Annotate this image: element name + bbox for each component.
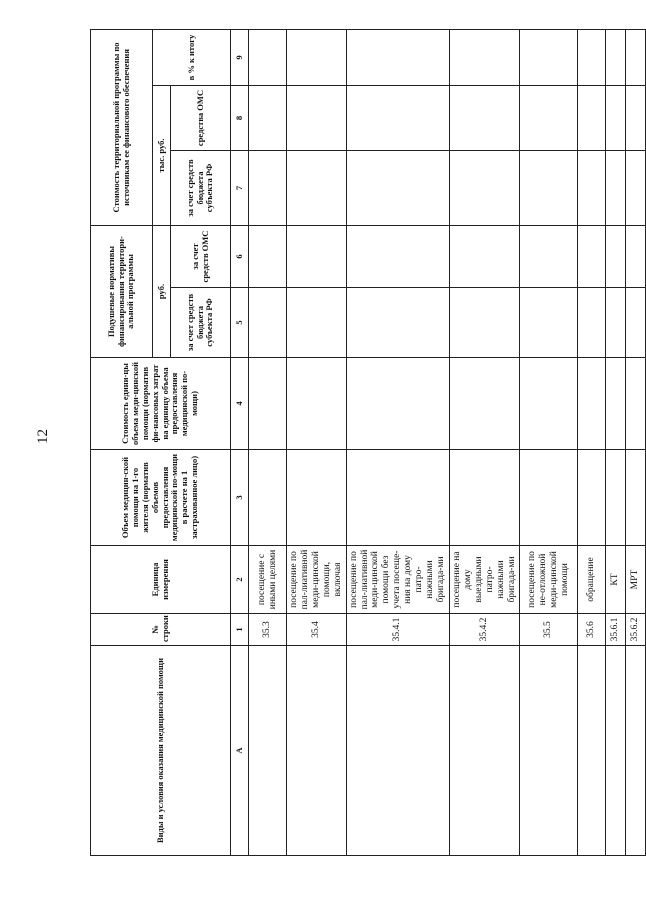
care-type-cell <box>449 646 520 856</box>
value-cell <box>626 450 646 546</box>
value-cell <box>626 288 646 358</box>
value-cell <box>578 29 606 85</box>
unit-cell: МРТ <box>626 546 646 614</box>
value-cell <box>606 85 626 150</box>
value-cell <box>249 225 287 287</box>
column-number: 5 <box>231 288 249 358</box>
unit-cell: КТ <box>606 546 626 614</box>
care-type-cell <box>287 646 347 856</box>
column-number: 4 <box>231 358 249 450</box>
value-cell <box>578 288 606 358</box>
value-cell <box>520 150 578 225</box>
care-type-cell <box>626 646 646 856</box>
table-row <box>287 29 347 855</box>
header-unit: Единица измерения <box>91 546 231 614</box>
column-number: 6 <box>231 225 249 287</box>
column-number: А <box>231 646 249 856</box>
page-number: 12 <box>35 429 51 444</box>
value-cell <box>287 288 347 358</box>
value-cell <box>520 450 578 546</box>
unit-cell: посещение на дому выездными патро-нажными бригада-ми <box>449 546 520 614</box>
column-number: 1 <box>231 614 249 646</box>
row-number-cell: 35.5 <box>520 614 578 646</box>
value-cell <box>578 150 606 225</box>
header-unit-rub: руб. <box>153 225 171 357</box>
row-number-cell: 35.4.2 <box>449 614 520 646</box>
value-cell <box>346 29 449 85</box>
value-cell <box>520 225 578 287</box>
unit-cell: посещение по пал-лиативной меди-цинской помощи без учета посеще-ния на дому патро-нажными бригада-ми <box>346 546 449 614</box>
value-cell <box>287 450 347 546</box>
value-cell <box>249 85 287 150</box>
unit-cell: посещение по пал-лиативной меди-цинской помощи, включая <box>287 546 347 614</box>
header-norm-budget: за счет средств бюджета субъекта РФ <box>171 288 231 358</box>
value-cell <box>449 150 520 225</box>
value-cell <box>346 225 449 287</box>
value-cell <box>520 358 578 450</box>
row-number-cell: 35.6 <box>578 614 606 646</box>
value-cell <box>346 450 449 546</box>
row-number-cell: 35.6.1 <box>606 614 626 646</box>
value-cell <box>626 85 646 150</box>
column-number: 9 <box>231 29 249 85</box>
column-number: 3 <box>231 450 249 546</box>
unit-cell: посещение с иными целями <box>249 546 287 614</box>
header-per-capita-norms: Подушевые нормативы финансирования территори-альной программы <box>91 225 153 357</box>
table-row <box>578 29 606 855</box>
value-cell <box>520 85 578 150</box>
value-cell <box>606 150 626 225</box>
header-unit-cost: Стоимость едини-цы объема меди-цинской помощи (норматив фи-нансовых затрат на единицу объема предоставления медицинской по-мощи) <box>91 358 231 450</box>
medical-care-cost-table <box>90 29 646 856</box>
value-cell <box>249 450 287 546</box>
value-cell <box>249 29 287 85</box>
value-cell <box>449 450 520 546</box>
value-cell <box>520 288 578 358</box>
value-cell <box>626 150 646 225</box>
header-norm-oms: за счет средств ОМС <box>171 225 231 287</box>
value-cell <box>287 29 347 85</box>
unit-cell: обращение <box>578 546 606 614</box>
value-cell <box>606 225 626 287</box>
value-cell <box>578 85 606 150</box>
value-cell <box>606 450 626 546</box>
header-volume-per-capita: Объем медицин-ской помощи на 1-го жителя (норматив объемов предоставления медицинской по-мощи в расчете на 1 застрахованное лицо) <box>91 450 231 546</box>
header-care-types: Виды и условия оказания медицинской помощи <box>91 646 231 856</box>
value-cell <box>346 288 449 358</box>
value-cell <box>287 85 347 150</box>
value-cell <box>287 150 347 225</box>
row-number-cell: 35.4 <box>287 614 347 646</box>
care-type-cell <box>249 646 287 856</box>
table-row <box>346 29 449 855</box>
value-cell <box>578 450 606 546</box>
unit-cell: посещение по не-отложной меди-цинской помощи <box>520 546 578 614</box>
column-number-row <box>231 29 249 855</box>
table-row <box>626 29 646 855</box>
value-cell <box>287 225 347 287</box>
value-cell <box>346 358 449 450</box>
row-number-cell: 35.4.1 <box>346 614 449 646</box>
value-cell <box>249 288 287 358</box>
value-cell <box>287 358 347 450</box>
care-type-cell <box>606 646 626 856</box>
table-row <box>606 29 626 855</box>
value-cell <box>449 29 520 85</box>
value-cell <box>606 358 626 450</box>
header-percent-total: в % к итогу <box>153 29 231 85</box>
value-cell <box>346 85 449 150</box>
table-row <box>249 29 287 855</box>
value-cell <box>449 358 520 450</box>
value-cell <box>449 85 520 150</box>
table-row <box>449 29 520 855</box>
header-unit-thousand-rub: тыс. руб. <box>153 85 171 225</box>
row-number-cell: 35.6.2 <box>626 614 646 646</box>
value-cell <box>520 29 578 85</box>
value-cell <box>606 29 626 85</box>
column-number: 8 <box>231 85 249 150</box>
table-row <box>520 29 578 855</box>
header-cost-budget: за счет средств бюджета субъекта РФ <box>171 150 231 225</box>
value-cell <box>578 358 606 450</box>
value-cell <box>578 225 606 287</box>
rotated-table-container <box>90 30 641 856</box>
care-type-cell <box>520 646 578 856</box>
value-cell <box>626 358 646 450</box>
column-number: 2 <box>231 546 249 614</box>
value-cell <box>449 288 520 358</box>
value-cell <box>626 29 646 85</box>
value-cell <box>346 150 449 225</box>
column-number: 7 <box>231 150 249 225</box>
care-type-cell <box>346 646 449 856</box>
value-cell <box>606 288 626 358</box>
header-program-cost: Стоимость территориальной программы по источникам ее финансового обеспечения <box>91 29 153 225</box>
value-cell <box>626 225 646 287</box>
header-row-number: № строки <box>91 614 231 646</box>
care-type-cell <box>578 646 606 856</box>
value-cell <box>249 358 287 450</box>
value-cell <box>249 150 287 225</box>
value-cell <box>449 225 520 287</box>
row-number-cell: 35.3 <box>249 614 287 646</box>
header-cost-oms: средства ОМС <box>171 85 231 150</box>
